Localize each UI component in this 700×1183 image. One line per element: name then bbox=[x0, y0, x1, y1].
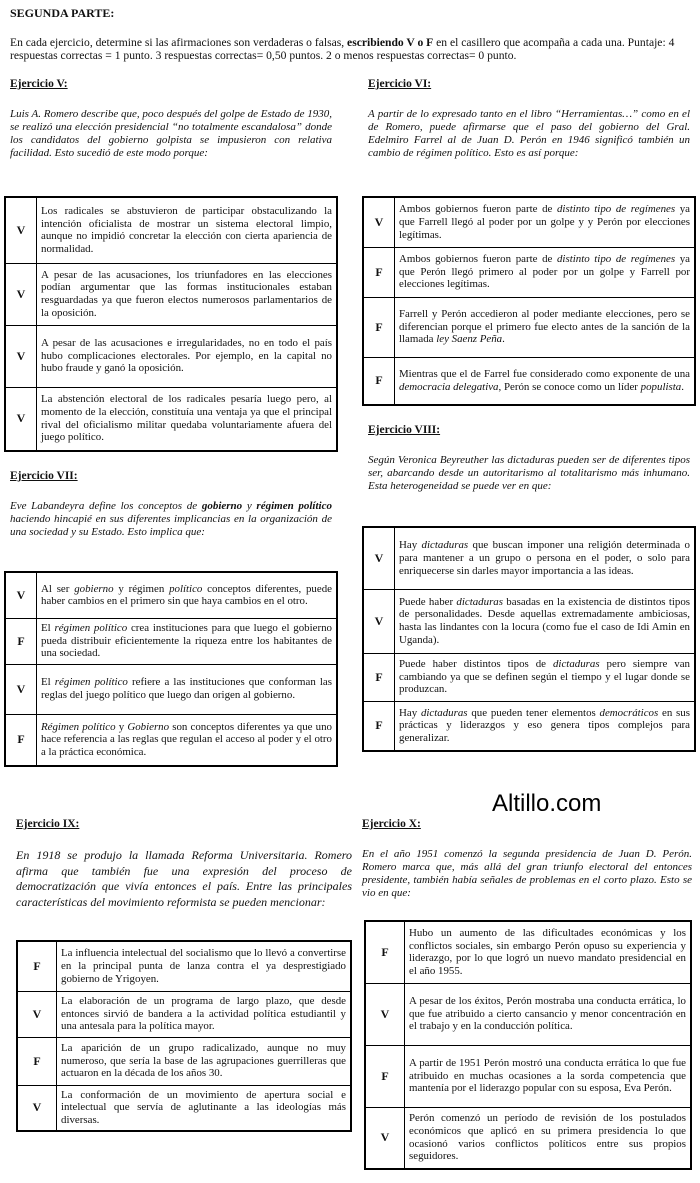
exercise-vi-prompt: A partir de lo expresado tanto en el libro “Herramientas…” como en el de Romero, puede afirmarse que el paso del gobierno del Gral. Edelmiro Farrel al de Juan D. Perón en 1946 significó también un cambio de régimen político. Esto es así porque: bbox=[368, 108, 690, 159]
table-row bbox=[363, 357, 695, 405]
table-row bbox=[5, 572, 337, 618]
table-row bbox=[5, 197, 337, 263]
exercise-ix-title: Ejercicio IX: bbox=[16, 818, 80, 830]
instructions-bold: escribiendo V o F bbox=[347, 36, 434, 49]
table-row bbox=[363, 653, 695, 701]
table-row bbox=[363, 247, 695, 297]
answer-cell: F bbox=[363, 701, 395, 751]
table-row bbox=[363, 527, 695, 589]
statement-cell: Régimen político y Gobierno son conceptos diferentes ya que uno hace referencia a las reglas que regulan el acceso al poder y el otro a la práctica económica. bbox=[37, 714, 338, 766]
statement-cell: Ambos gobiernos fueron parte de distinto tipo de regímenes ya que Perón llegó primero al poder por un golpe y Farrell por elecciones legítimas. bbox=[395, 247, 696, 297]
table-row bbox=[5, 387, 337, 451]
exercise-v-title: Ejercicio V: bbox=[10, 78, 68, 90]
table-row bbox=[363, 701, 695, 751]
statement-cell: Hay dictaduras que buscan imponer una religión determinada o para mantener a un grupo o persona en el poder, o solo para enriquecerse sin darles mayor importancia a las ideas. bbox=[395, 527, 696, 589]
answer-cell: F bbox=[363, 653, 395, 701]
table-row bbox=[17, 1037, 351, 1085]
exercise-x-prompt: En el año 1951 comenzó la segunda presidencia de Juan D. Perón. Romero marca que, más allá del gran triunfo electoral del entonces presidente, también había señales de problemas en el corto plazo. Esto se vio en que: bbox=[362, 848, 692, 899]
statement-cell: Puede haber dictaduras basadas en la existencia de distintos tipos de personalidades. Desde aquellas extremadamente ambiciosas, hasta las lindantes con la locura (como fue el caso de Idi Amin en Uganda). bbox=[395, 589, 696, 653]
statement-cell: Los radicales se abstuvieron de participar obstaculizando la intención oficialista de mostrar un sistema electoral limpio, aunque no impidió concretar la elección con cierta apariencia de normalidad. bbox=[37, 197, 338, 263]
answer-cell: F bbox=[365, 1045, 405, 1107]
answer-cell: V bbox=[5, 664, 37, 714]
table-row bbox=[365, 1107, 691, 1169]
statement-cell: La conformación de un movimiento de apertura social e intelectual que servía de aglutinante a las ideologías más diversas. bbox=[57, 1085, 352, 1131]
exercise-vii-title: Ejercicio VII: bbox=[10, 470, 78, 482]
answer-cell: V bbox=[5, 572, 37, 618]
answer-cell: F bbox=[5, 618, 37, 664]
statement-cell: El régimen político crea instituciones para que luego el gobierno pueda distribuir eficientemente la riqueza entre los habitantes de una sociedad. bbox=[37, 618, 338, 664]
statement-cell: El régimen político refiere a las instituciones que conforman las reglas del juego político que luego dan origen al gobierno. bbox=[37, 664, 338, 714]
statement-cell: Hay dictaduras que pueden tener elementos democráticos en sus prácticas y liderazgos y eso genera tipos complejos para generalizar. bbox=[395, 701, 696, 751]
answer-cell: V bbox=[5, 387, 37, 451]
watermark: Altillo.com bbox=[492, 790, 602, 817]
statement-cell: Farrell y Perón accedieron al poder mediante elecciones, pero se diferencian porque el primero fue electo antes de la sanción de la llamada ley Saenz Peña. bbox=[395, 297, 696, 357]
answer-cell: V bbox=[363, 589, 395, 653]
statement-cell: La elaboración de un programa de largo plazo, que desde entonces sirvió de bandera a la actividad política estudiantil y una antesala para la política mayor. bbox=[57, 991, 352, 1037]
exercise-ix-table bbox=[16, 940, 352, 1132]
answer-cell: F bbox=[363, 297, 395, 357]
table-row bbox=[5, 325, 337, 387]
statement-cell: A pesar de las acusaciones, los triunfadores en las elecciones podían argumentar que las formas institucionales estaban resguardadas ya que fueron electos numerosos parlamentarios de la oposición. bbox=[37, 263, 338, 325]
exercise-x-table bbox=[364, 920, 692, 1170]
statement-cell: A partir de 1951 Perón mostró una conducta errática lo que fue atribuido en muchas ocasiones a la sorda competencia que mantenía por el liderazgo popular con su esposa, Eva Perón. bbox=[405, 1045, 692, 1107]
table-row bbox=[5, 664, 337, 714]
answer-cell: V bbox=[5, 197, 37, 263]
statement-cell: Hubo un aumento de las dificultades económicas y los conflictos sociales, sin embargo Perón opuso su experiencia y liderazgo, por lo que logró un nuevo mandato presidencial en el año 1955. bbox=[405, 921, 692, 983]
instructions-pre: En cada ejercicio, determine si las afirmaciones son verdaderas o falsas, bbox=[10, 36, 348, 49]
answer-cell: V bbox=[5, 263, 37, 325]
table-row bbox=[5, 714, 337, 766]
statement-cell: Al ser gobierno y régimen político conceptos diferentes, puede haber cambios en el primero sin que haya cambios en el otro. bbox=[37, 572, 338, 618]
statement-cell: A pesar de los éxitos, Perón mostraba una conducta errática, lo que fue atribuido a cierto cansancio y menor concentración en el trabajo y en la conducción política. bbox=[405, 983, 692, 1045]
statement-cell: Mientras que el de Farrel fue considerado como exponente de una democracia delegativa, Perón se conoce como un líder populista. bbox=[395, 357, 696, 405]
answer-cell: F bbox=[363, 357, 395, 405]
answer-cell: V bbox=[365, 1107, 405, 1169]
statement-cell: Puede haber distintos tipos de dictaduras pero siempre van cambiando ya que se definen según el tiempo y el lugar donde se produzcan. bbox=[395, 653, 696, 701]
exercise-ix-prompt: En 1918 se produjo la llamada Reforma Universitaria. Romero afirma que también fue una expresión del proceso de democratización que vivía entonces el país. Entre las principales características del movimiento reformista se pueden mencionar: bbox=[16, 848, 352, 909]
answer-cell: V bbox=[363, 197, 395, 247]
table-row bbox=[365, 1045, 691, 1107]
answer-cell: F bbox=[5, 714, 37, 766]
answer-cell: V bbox=[363, 527, 395, 589]
table-row bbox=[365, 983, 691, 1045]
table-row bbox=[363, 297, 695, 357]
exercise-v-prompt: Luis A. Romero describe que, poco después del golpe de Estado de 1930, se realizó una elección presidencial “no totalmente escandalosa” donde los candidatos del gobierno golpista se impusieron con relativa facilidad. Esto sucedió de este modo porque: bbox=[10, 108, 332, 159]
answer-cell: F bbox=[17, 1037, 57, 1085]
statement-cell: La aparición de un grupo radicalizado, aunque no muy numeroso, que sería la base de las agrupaciones guerrilleras que actuaron en la década de los años 30. bbox=[57, 1037, 352, 1085]
statement-cell: Perón comenzó un período de revisión de los postulados económicos que aplicó en su primera presidencia lo que ocasionó varios conflictos políticos entre sus propios seguidores. bbox=[405, 1107, 692, 1169]
answer-cell: V bbox=[17, 991, 57, 1037]
exercise-vii-prompt: Eve Labandeyra define los conceptos de gobierno y régimen político haciendo hincapié en sus diferentes implicancias en la organización de una sociedad y su Estado. Esto implica que: bbox=[10, 500, 332, 538]
table-row bbox=[5, 618, 337, 664]
statement-cell: A pesar de las acusaciones e irregularidades, no en todo el país hubo complicaciones electorales. Por ejemplo, en la capital no hubo fraude y ganó la oposición. bbox=[37, 325, 338, 387]
table-row bbox=[365, 921, 691, 983]
answer-cell: F bbox=[363, 247, 395, 297]
exercise-v-table bbox=[4, 196, 338, 452]
table-row bbox=[17, 991, 351, 1037]
answer-cell: V bbox=[17, 1085, 57, 1131]
exercise-vi-title: Ejercicio VI: bbox=[368, 78, 432, 90]
answer-cell: F bbox=[365, 921, 405, 983]
exercise-viii-table bbox=[362, 526, 696, 752]
statement-cell: Ambos gobiernos fueron parte de distinto tipo de regímenes ya que Farrell llegó al poder por un golpe y y Perón por elecciones legítimas. bbox=[395, 197, 696, 247]
answer-cell: V bbox=[5, 325, 37, 387]
exercise-x-title: Ejercicio X: bbox=[362, 818, 421, 830]
section-heading: SEGUNDA PARTE: bbox=[10, 6, 115, 20]
table-row bbox=[5, 263, 337, 325]
instructions-post: en el casillero que acompaña a cada una. Puntaje: 4 respuestas correctas = 1 punto. 3 respuestas correctas= 0,50 puntos. 2 o menos respuestas correctas= 0 punto. bbox=[10, 36, 675, 62]
exercise-viii-title: Ejercicio VIII: bbox=[368, 424, 441, 436]
statement-cell: La influencia intelectual del socialismo que lo llevó a convertirse en la principal punta de lanza contra el ya desprestigiado gobierno de Yrigoyen. bbox=[57, 941, 352, 991]
table-row bbox=[17, 941, 351, 991]
exercise-viii-prompt: Según Veronica Beyreuther las dictaduras pueden ser de diferentes tipos ser, abarcando desde un autoritarismo al totalitarismo más inhumano. Esta heterogeneidad se puede ver en que: bbox=[368, 454, 690, 492]
exercise-vi-table bbox=[362, 196, 696, 406]
table-row bbox=[17, 1085, 351, 1131]
table-row bbox=[363, 589, 695, 653]
answer-cell: F bbox=[17, 941, 57, 991]
answer-cell: V bbox=[365, 983, 405, 1045]
table-row bbox=[363, 197, 695, 247]
exercise-vii-table bbox=[4, 571, 338, 767]
statement-cell: La abstención electoral de los radicales pesaría luego pero, al momento de la elección, constituía una ventaja ya que el principal rival del oficialismo militar quedaba voluntariamente afuera del juego político. bbox=[37, 387, 338, 451]
instructions bbox=[10, 36, 682, 62]
